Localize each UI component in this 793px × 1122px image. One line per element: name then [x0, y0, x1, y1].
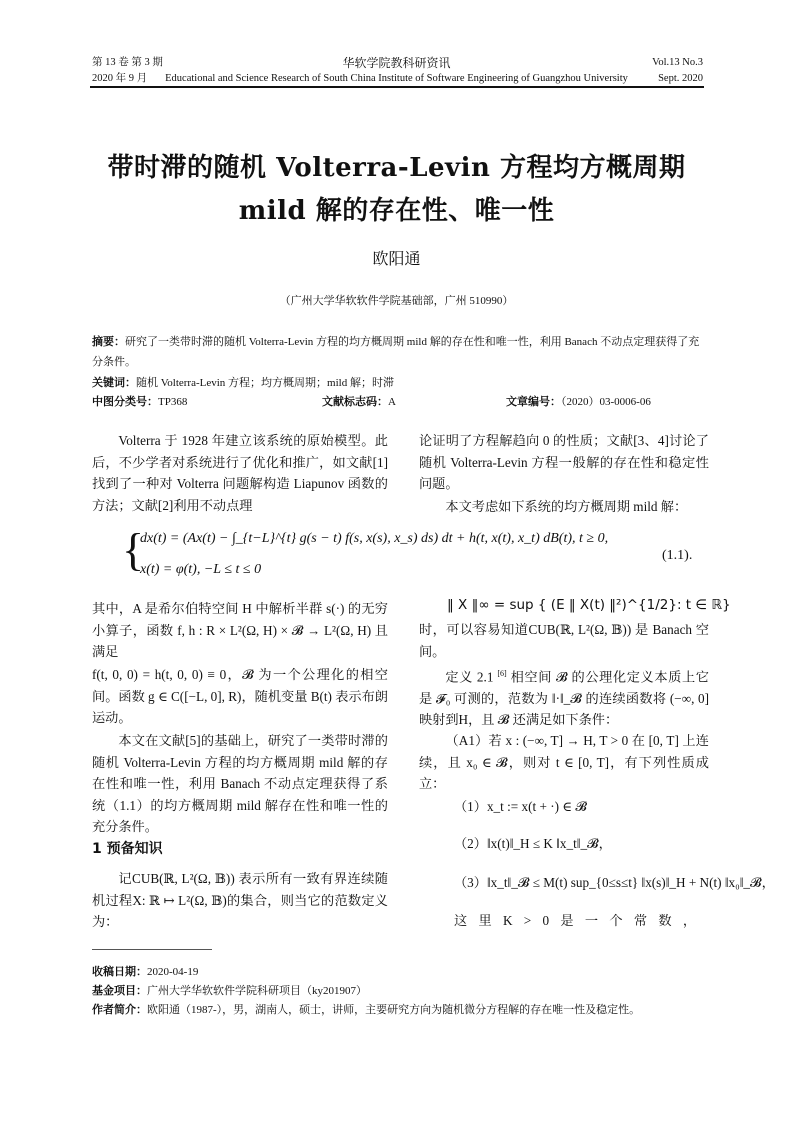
author-name: 欧阳通 — [372, 251, 421, 268]
left-paragraph-2b: f(t, 0, 0) = h(t, 0, 0) ≡ 0，𝓑 为一个公理化的相空间。函数 g ∈ C([−L, 0], R)，随机变量 B(t) 表示布朗运动。 — [92, 667, 388, 725]
received-value: 2020-04-19 — [147, 966, 199, 978]
condition-3: （3）‖x_t‖_𝓑 ≤ M(t) sup_{0≤s≤t} ‖x(s)‖_H + N(t) ‖x₀‖_𝓑， — [454, 875, 775, 890]
header-date-cn: 2020 年 9 月 — [92, 73, 148, 84]
condition-a1: （A1）若 x : (−∞, T] → H, T > 0 在 [0, T] 上连续，且 x₀ ∈ 𝓑，则对 t ∈ [0, T]，有下列性质成立： — [419, 733, 709, 791]
abstract — [92, 332, 704, 372]
author-bio — [92, 1000, 722, 1020]
header-journal-cn: 华软学院教科研资讯 — [342, 56, 451, 70]
article-no-value: （2020）03-0006-06 — [561, 396, 651, 408]
header-vol-no: Vol.13 No.3 — [652, 57, 703, 68]
doc-code-value: A — [388, 396, 396, 408]
left-paragraph-2a: 其中，A 是希尔伯特空间 H 中解析半群 s(·) 的无穷小算子，函数 f, h : R × L²(Ω, H) × 𝓑 → L²(Ω, H) 且满足 — [92, 601, 388, 659]
left-paragraph-1: Volterra 于 1928 年建立该系统的原始模型。此后，不少学者对系统进行了优化和推广，如文献[1]找到了一种对 Volterra 问题解构造 Liapunov 函数的方法；文献[2]利用不动点理 — [92, 433, 388, 513]
paper-title-line2: mild 解的存在性、唯一性 — [238, 196, 555, 226]
keywords-label: 关键词： — [92, 376, 136, 389]
clc-label: 中图分类号： — [92, 395, 158, 408]
condition-tail: 这 里 K > 0 是 一 个 常 数 ， — [454, 913, 701, 928]
bio-label: 作者简介： — [92, 1003, 147, 1016]
equation-number: (1.1). — [662, 548, 693, 563]
norm-definition: ‖ X ‖∞ = sup { (E ‖ X(t) ‖²)^{1/2}: t ∈ ℝ} — [447, 597, 731, 613]
definition-citation[interactable]: [6] — [497, 669, 507, 678]
condition-1: （1）x_t := x(t + ·) ∈ 𝓑 — [454, 799, 587, 814]
definition-2-1 — [419, 663, 709, 731]
doc-code-label: 文献标志码： — [322, 395, 388, 408]
right-paragraph-2: 本文考虑如下系统的均方概周期 mild 解： — [445, 499, 688, 514]
header-date-en: Sept. 2020 — [658, 73, 703, 84]
fund-project — [92, 981, 722, 1001]
section-1-heading: 1 预备知识 — [92, 841, 163, 857]
header-journal-en: Educational and Science Research of South China Institute of Software Engineering of Guangzhou University — [165, 73, 628, 84]
right-paragraph-1: 论证明了方程解趋向 0 的性质；文献[3、4]讨论了随机 Volterra-Levin 方程一般解的存在性和稳定性问题。 — [419, 433, 709, 491]
definition-text: 相空间 𝓑 的公理化定义本质上它是 𝓕₀ 可测的，范数为 ‖·‖_𝓑 的连续函数将 (−∞, 0] 映射到H，且 𝓑 还满足如下条件： — [419, 669, 709, 728]
abstract-label: 摘要： — [92, 335, 125, 348]
right-paragraph-3: 时，可以容易知道CUB(ℝ, L²(Ω, 𝔹)) 是 Banach 空间。 — [419, 622, 709, 659]
article-no-label: 文章编号： — [506, 395, 561, 408]
fund-label: 基金项目： — [92, 984, 147, 997]
clc-value: TP368 — [158, 396, 188, 408]
header-volume-issue: 第 13 卷 第 3 期 — [92, 57, 163, 68]
footnote-rule — [92, 949, 212, 950]
left-paragraph-4: 记CUB(ℝ, L²(Ω, 𝔹)) 表示所有一致有界连续随机过程X: ℝ ↦ L²(Ω, 𝔹)的集合，则当它的范数定义为： — [92, 871, 388, 929]
fund-value: 广州大学华软软件学院科研项目（ky201907） — [147, 985, 367, 997]
received-label: 收稿日期： — [92, 965, 147, 978]
equation-brace: { — [122, 524, 145, 575]
abstract-text: 研究了一类带时滞的随机 Volterra-Levin 方程的均方概周期 mild 解的存在性和唯一性，利用 Banach 不动点定理获得了充分条件。 — [92, 336, 700, 368]
equation-1-1-line2: x(t) = φ(t), −L ≤ t ≤ 0 — [140, 562, 262, 577]
equation-1-1-line1: dx(t) = (Ax(t) − ∫_{t−L}^{t} g(s − t) f(s, x(s), x_s) ds) dt + h(t, x(t), x_t) dB(t), t ≥ 0, — [140, 531, 609, 546]
received-date — [92, 962, 722, 982]
header-rule — [90, 86, 704, 88]
keywords — [92, 373, 704, 393]
left-paragraph-3: 本文在文献[5]的基础上，研究了一类带时滞的随机 Volterra-Levin 方程的均方概周期 mild 解的存在性和唯一性，利用 Banach 不动点定理获得了系统（1.1）的均方概周期 mild 解存在性和唯一性的充分条件。 — [92, 733, 388, 834]
paper-title-line1: 带时滞的随机 Volterra-Levin 方程均方概周期 — [107, 153, 686, 183]
affiliation: （广州大学华软软件学院基础部，广州 510990） — [279, 295, 514, 307]
definition-label: 定义 2.1 — [445, 669, 494, 685]
bio-value: 欧阳通（1987-），男，湖南人，硕士，讲师，主要研究方向为随机微分方程解的存在唯一性及稳定性。 — [147, 1004, 641, 1016]
keywords-text: 随机 Volterra-Levin 方程；均方概周期；mild 解；时滞 — [136, 377, 394, 389]
condition-2: （2）‖x(t)‖_H ≤ K ‖x_t‖_𝓑， — [454, 836, 612, 851]
